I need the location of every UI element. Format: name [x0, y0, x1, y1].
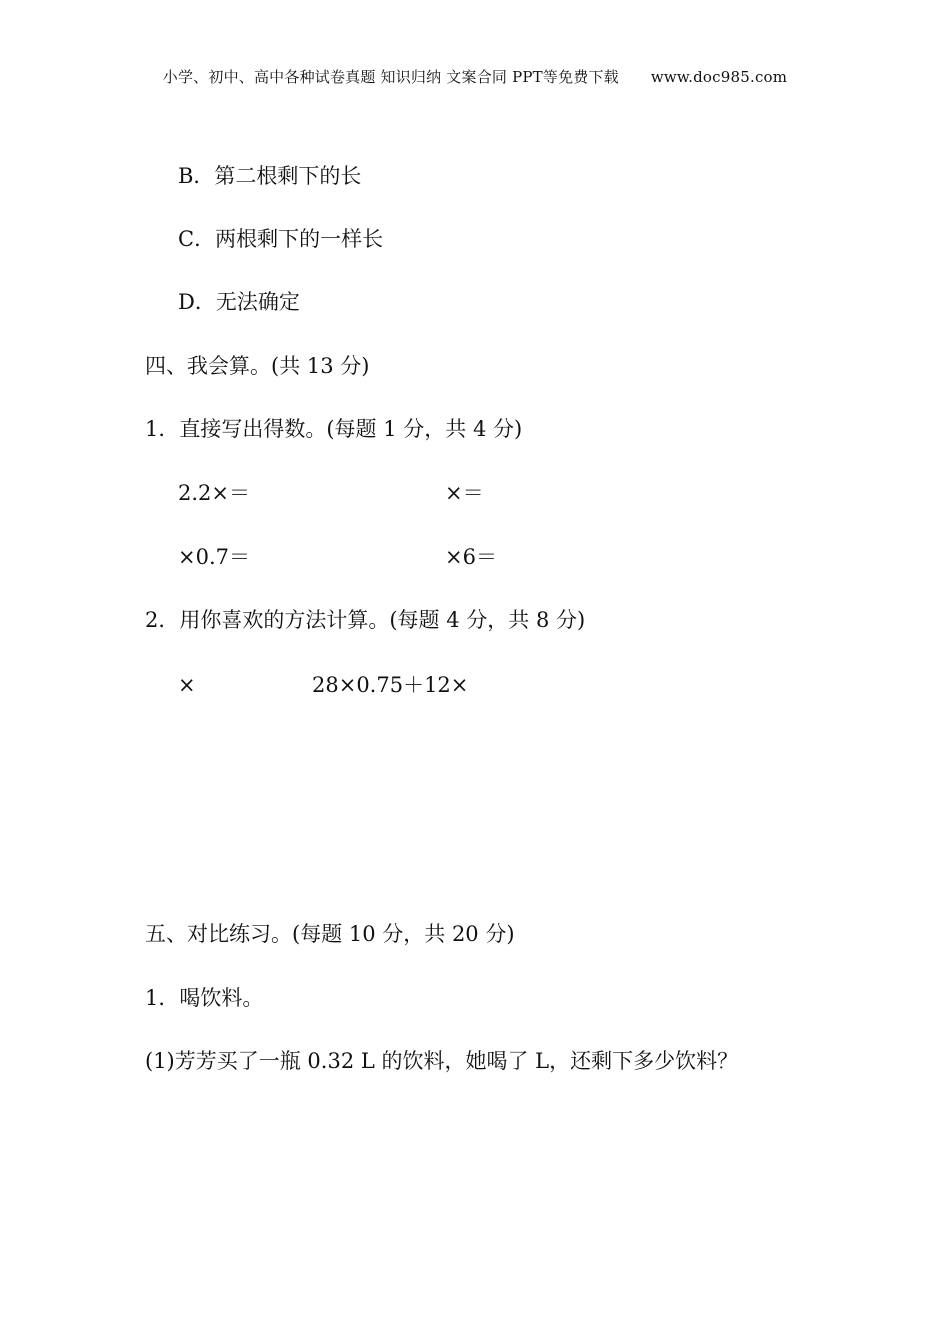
option-c: C．两根剩下的一样长 [178, 227, 384, 251]
section-5-title: 五、对比练习。(每题 10 分，共 20 分) [145, 922, 515, 946]
calc-item-4: ×6＝ [445, 545, 497, 569]
calc-item-3: ×0.7＝ [178, 545, 250, 569]
option-d: D．无法确定 [178, 290, 300, 314]
calc-item-1: 2.2×＝ [178, 481, 250, 505]
calc2-item-1: × [178, 673, 196, 697]
page-header [0, 66, 950, 87]
option-b: B．第二根剩下的长 [178, 164, 362, 188]
calc2-item-2: 28×0.75＋12× [312, 673, 469, 697]
calc-item-2: ×＝ [445, 481, 484, 505]
section-5-q1-label: 1．喝饮料。 [145, 986, 264, 1010]
section-4-title: 四、我会算。(共 13 分) [145, 354, 370, 378]
section-4-q2-label: 2．用你喜欢的方法计算。(每题 4 分，共 8 分) [145, 608, 586, 632]
header-site: www.doc985.com [650, 68, 788, 86]
header-text: 小学、初中、高中各种试卷真题 知识归纳 文案合同 PPT等免费下载 [162, 68, 619, 86]
section-5-q1-sub1: (1)芳芳买了一瓶 0.32 L 的饮料，她喝了 L，还剩下多少饮料？ [145, 1049, 739, 1073]
section-4-q1-label: 1．直接写出得数。(每题 1 分，共 4 分) [145, 417, 523, 441]
